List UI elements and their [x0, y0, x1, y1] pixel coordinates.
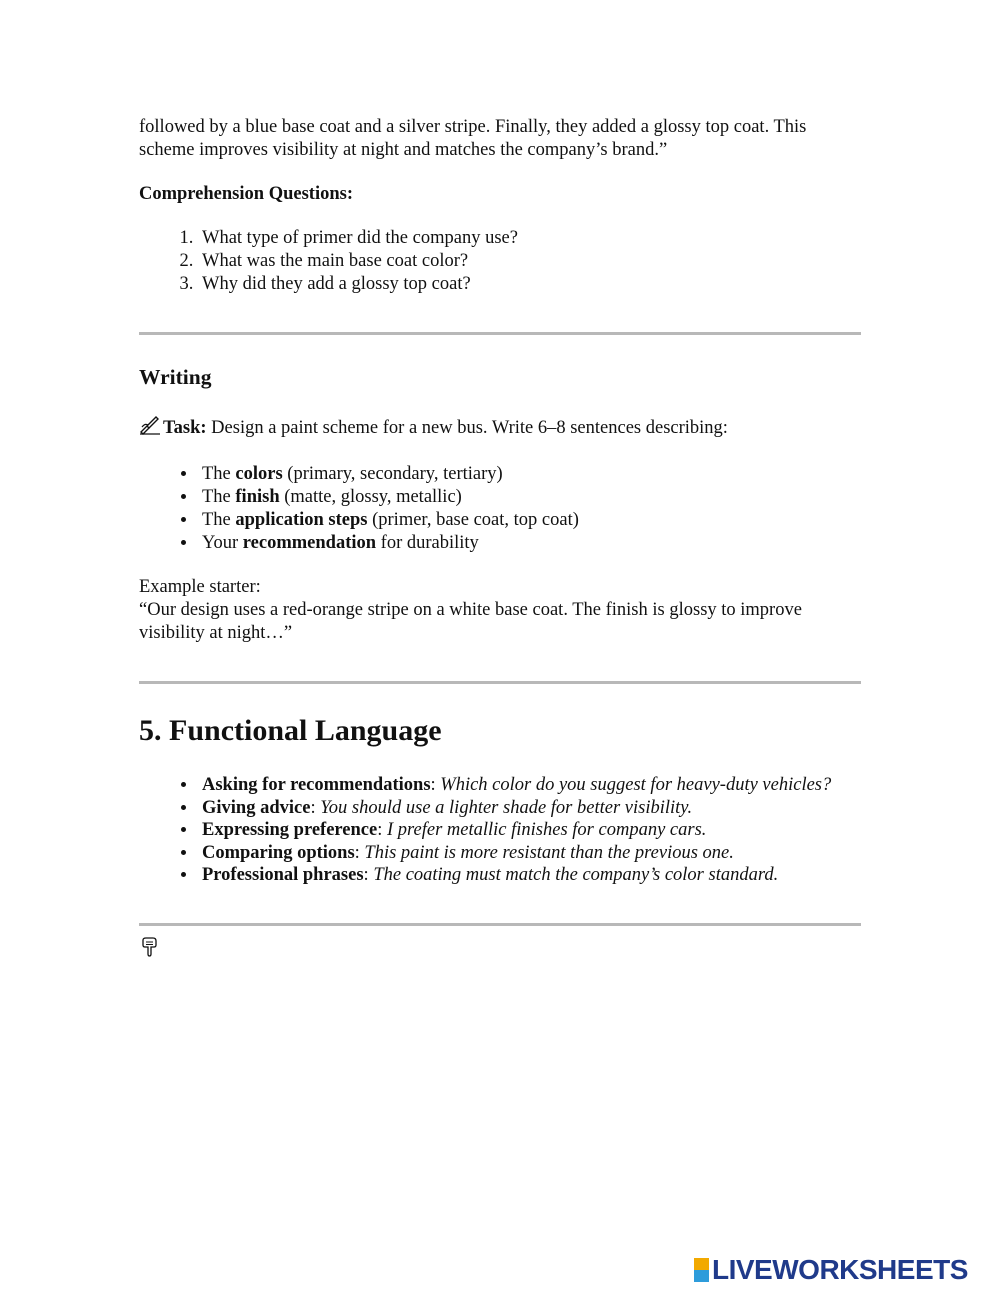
functional-language-heading: 5. Functional Language	[139, 714, 442, 747]
liveworksheets-logo	[694, 1256, 968, 1284]
example-line: visibility at night…”	[139, 623, 293, 643]
comprehension-heading: Comprehension Questions:	[139, 184, 353, 204]
comprehension-questions	[139, 227, 861, 296]
worksheet-page	[139, 116, 861, 960]
criteria-item: • The colors (primary, secondary, tertiary)	[198, 463, 861, 486]
pointing-down-hand-icon	[139, 936, 163, 960]
phrase-item: • Giving advice: You should use a lighter shade for better visibility.	[198, 797, 861, 820]
example-label: Example starter:	[139, 577, 261, 597]
phrase-item: • Comparing options: This paint is more resistant than the previous one.	[198, 842, 861, 865]
reading-passage-end	[139, 116, 861, 162]
passage-line: followed by a blue base coat and a silver stripe. Finally, they added a glossy top coat. This	[139, 117, 807, 137]
task-text: Design a paint scheme for a new bus. Write 6–8 sentences describing:	[206, 418, 728, 438]
logo-badge	[694, 1258, 709, 1282]
writing-hand-icon	[139, 415, 163, 442]
logo-text: LIVEWORKSHEETS	[712, 1254, 968, 1285]
writing-heading: Writing	[139, 365, 212, 389]
question-item: 3. Why did they add a glossy top coat?	[198, 273, 861, 296]
question-item: 1. What type of primer did the company use?	[198, 227, 861, 250]
section-divider	[139, 332, 861, 335]
phrase-item: • Expressing preference: I prefer metallic finishes for company cars.	[198, 819, 861, 842]
functional-language-list	[139, 774, 861, 887]
section-divider	[139, 681, 861, 684]
task-label: Task:	[163, 418, 207, 438]
writing-criteria-list	[139, 463, 861, 555]
criteria-item: • The finish (matte, glossy, metallic)	[198, 486, 861, 509]
criteria-item: • The application steps (primer, base coat, top coat)	[198, 509, 861, 532]
passage-line: scheme improves visibility at night and matches the company’s brand.”	[139, 140, 668, 160]
writing-task	[139, 415, 861, 442]
example-line: “Our design uses a red-orange stripe on a white base coat. The finish is glossy to improve	[139, 600, 802, 620]
phrase-item: • Asking for recommendations: Which color do you suggest for heavy-duty vehicles?	[198, 774, 861, 797]
phrase-item: • Professional phrases: The coating must match the company’s color standard.	[198, 864, 861, 887]
section-divider	[139, 923, 861, 926]
criteria-item: • Your recommendation for durability	[198, 532, 861, 555]
question-item: 2. What was the main base coat color?	[198, 250, 861, 273]
example-starter	[139, 576, 861, 645]
